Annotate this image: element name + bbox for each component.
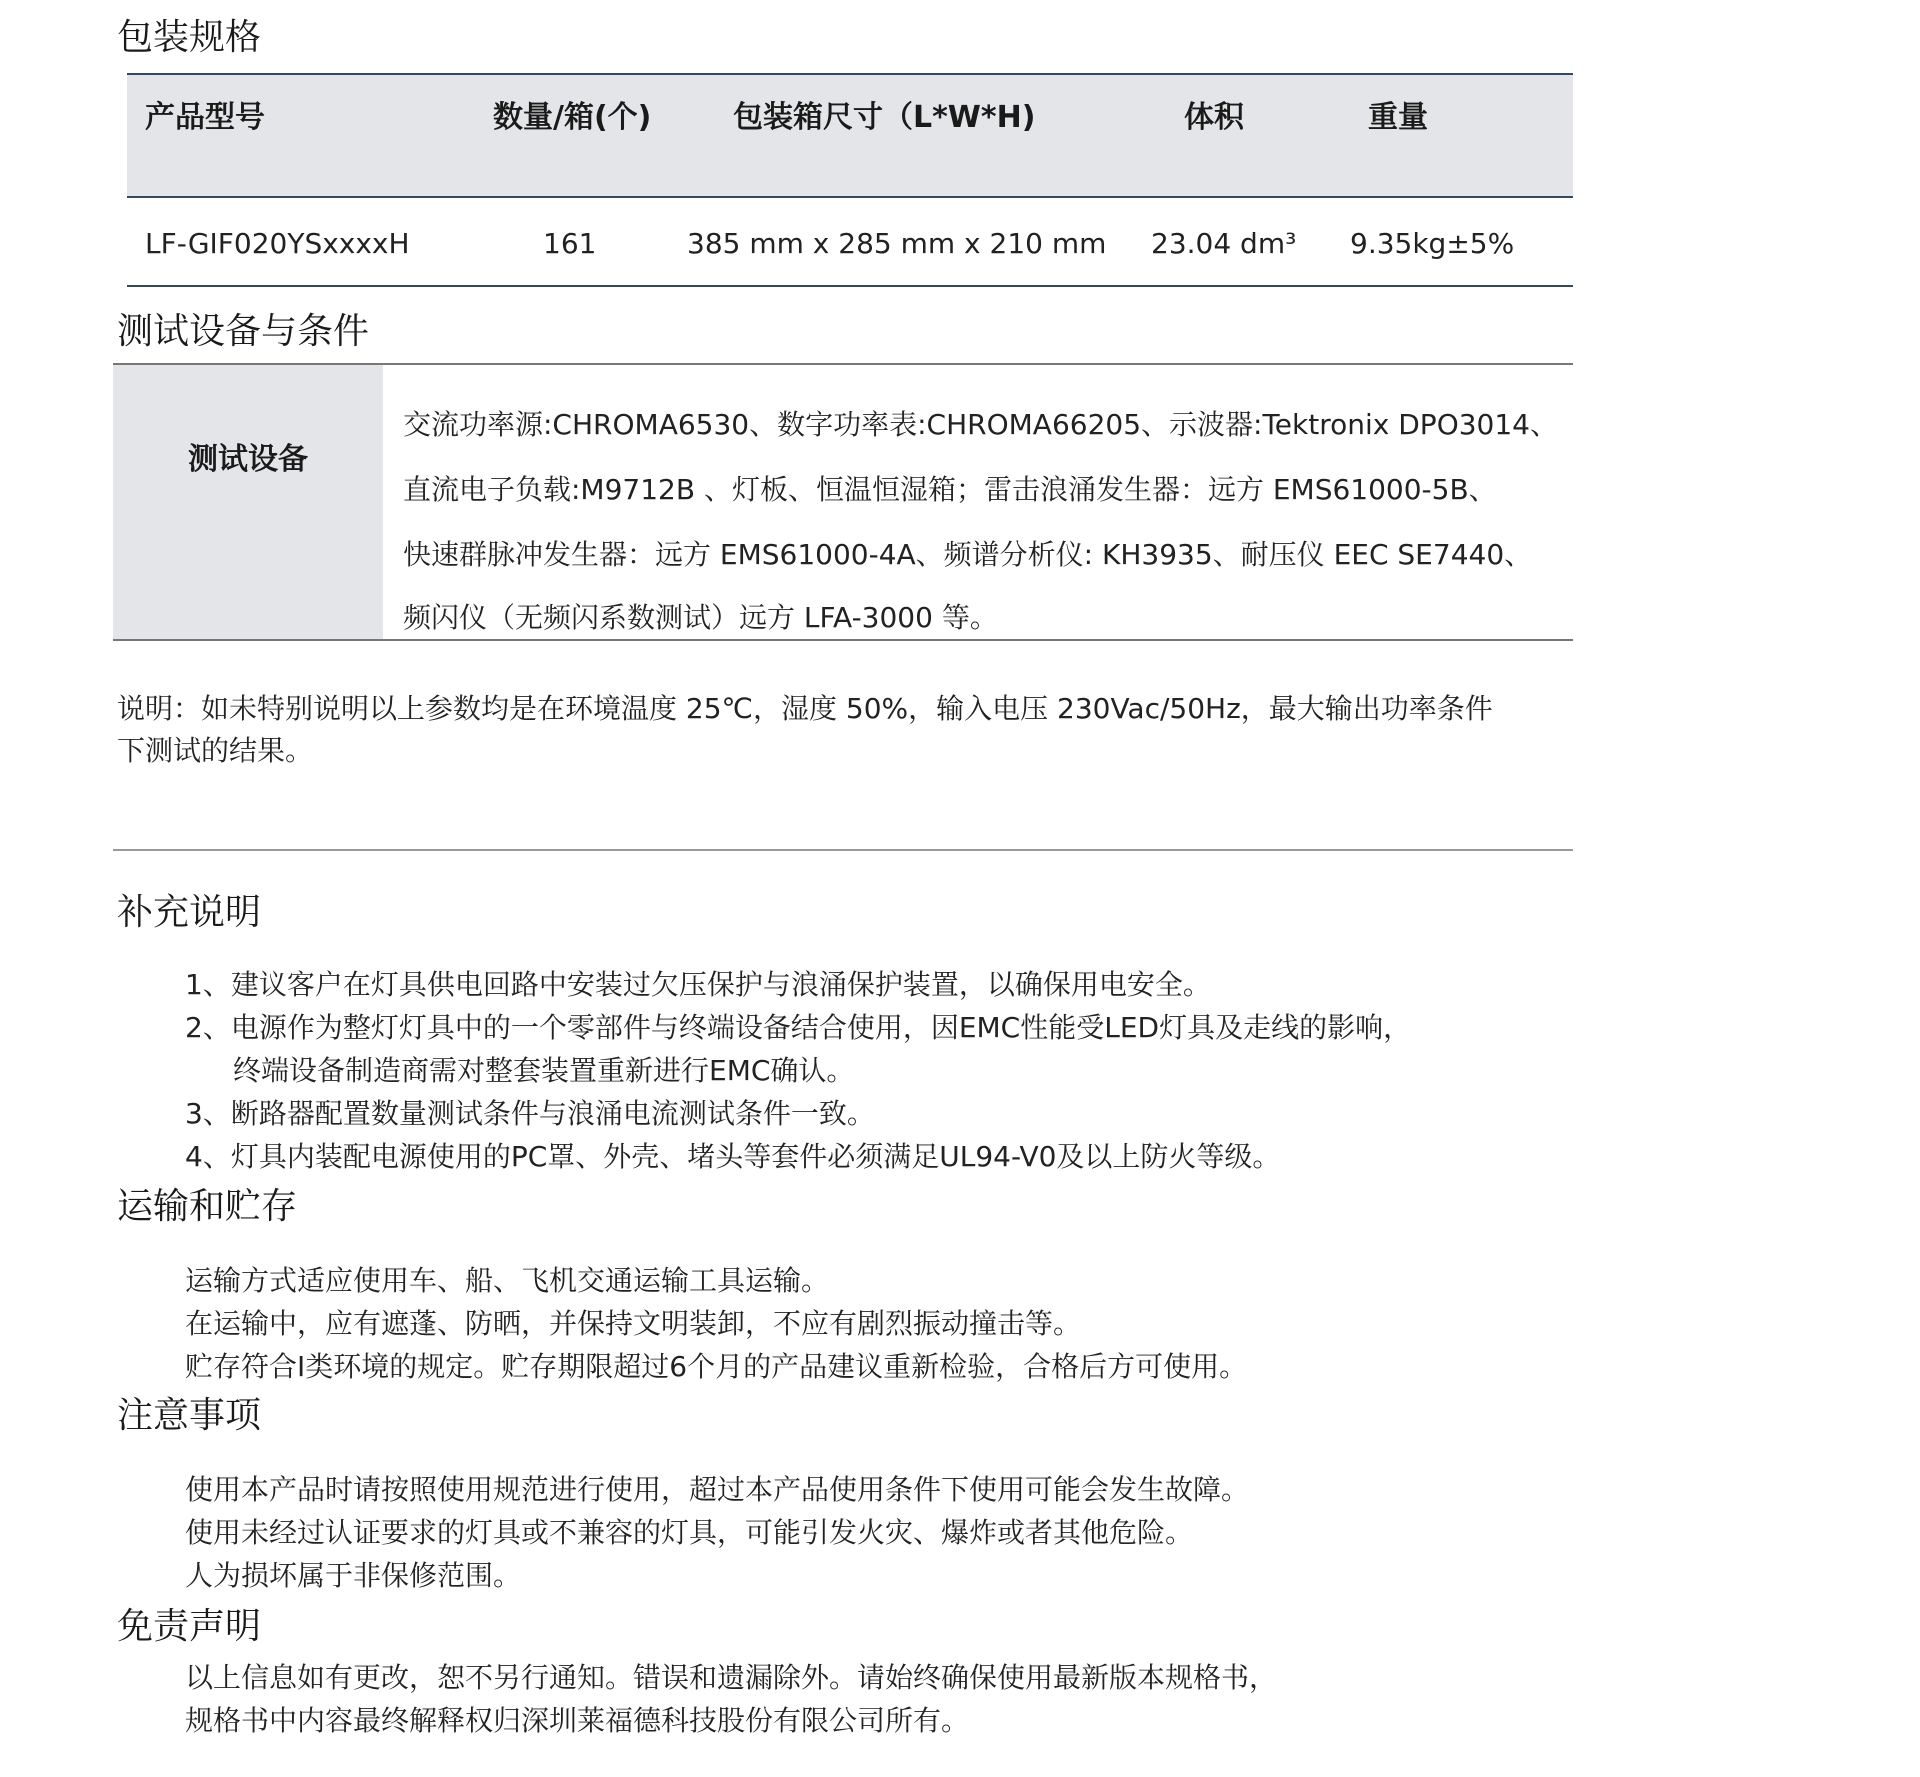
header-quantity: 数量/箱(个) [493, 100, 652, 135]
test-title: 测试设备与条件 [117, 311, 370, 352]
cell-volume: 23.04 dm³ [1151, 227, 1297, 260]
supplement-item: 2、电源作为整灯灯具中的一个零部件与终端设备结合使用，因EMC性能受LED灯具及走线的影响， [185, 1011, 1412, 1044]
transport-line: 运输方式适应使用车、船、飞机交通运输工具运输。 [185, 1264, 830, 1297]
test-top-border [113, 363, 1573, 365]
test-label: 测试设备 [188, 442, 308, 477]
cell-quantity: 161 [543, 227, 597, 260]
test-equipment-line: 快速群脉冲发生器：远方 EMS61000-4A、频谱分析仪: KH3935、耐压仪 EEC SE7440、 [403, 538, 1533, 571]
cell-model: LF-GIF020YSxxxxH [145, 227, 410, 260]
transport-line: 在运输中，应有遮蓬、防晒，并保持文明装卸，不应有剧烈振动撞击等。 [185, 1307, 1082, 1340]
supplement-title: 补充说明 [117, 892, 262, 933]
packaging-bottom-border [127, 285, 1573, 287]
test-equipment-line: 直流电子负载:M9712B 、灯板、恒温恒湿箱；雷击浪涌发生器：远方 EMS61000-5B、 [403, 473, 1497, 506]
test-label-cell [113, 365, 383, 639]
header-model: 产品型号 [145, 100, 265, 135]
transport-title: 运输和贮存 [117, 1186, 298, 1227]
note-line-1: 说明：如未特别说明以上参数均是在环境温度 25℃，湿度 50%，输入电压 230Vac/50Hz，最大输出功率条件 [117, 692, 1493, 725]
header-weight: 重量 [1368, 100, 1428, 135]
header-volume: 体积 [1184, 100, 1244, 135]
packaging-title: 包装规格 [117, 17, 262, 58]
disclaimer-line: 以上信息如有更改，恕不另行通知。错误和遗漏除外。请始终确保使用最新版本规格书， [185, 1661, 1278, 1694]
packaging-header-border [127, 196, 1573, 198]
supplement-item-continued: 终端设备制造商需对整套装置重新进行EMC确认。 [233, 1054, 855, 1087]
header-box-size: 包装箱尺寸（L*W*H) [733, 100, 1036, 135]
caution-title: 注意事项 [117, 1395, 262, 1436]
supplement-item: 3、断路器配置数量测试条件与浪涌电流测试条件一致。 [185, 1097, 875, 1130]
caution-line: 人为损坏属于非保修范围。 [185, 1559, 522, 1592]
test-bottom-border [113, 639, 1573, 641]
caution-line: 使用未经过认证要求的灯具或不兼容的灯具，可能引发火灾、爆炸或者其他危险。 [185, 1516, 1194, 1549]
supplement-item: 1、建议客户在灯具供电回路中安装过欠压保护与浪涌保护装置，以确保用电安全。 [185, 968, 1211, 1001]
disclaimer-line: 规格书中内容最终解释权归深圳莱福德科技股份有限公司所有。 [185, 1704, 970, 1737]
disclaimer-title: 免责声明 [117, 1606, 262, 1647]
note-line-2: 下测试的结果。 [117, 734, 314, 767]
caution-line: 使用本产品时请按照使用规范进行使用，超过本产品使用条件下使用可能会发生故障。 [185, 1473, 1250, 1506]
cell-box-size: 385 mm x 285 mm x 210 mm [687, 227, 1107, 260]
cell-weight: 9.35kg±5% [1350, 227, 1515, 260]
transport-line: 贮存符合I类环境的规定。贮存期限超过6个月的产品建议重新检验，合格后方可使用。 [185, 1350, 1248, 1383]
supplement-item: 4、灯具内装配电源使用的PC罩、外壳、堵头等套件必须满足UL94-V0及以上防火等级。 [185, 1140, 1281, 1173]
test-equipment-line: 频闪仪（无频闪系数测试）远方 LFA-3000 等。 [403, 601, 998, 634]
section-divider [113, 849, 1573, 851]
test-equipment-line: 交流功率源:CHROMA6530、数字功率表:CHROMA66205、示波器:Tektronix DPO3014、 [403, 408, 1558, 441]
packaging-top-border [127, 73, 1573, 75]
